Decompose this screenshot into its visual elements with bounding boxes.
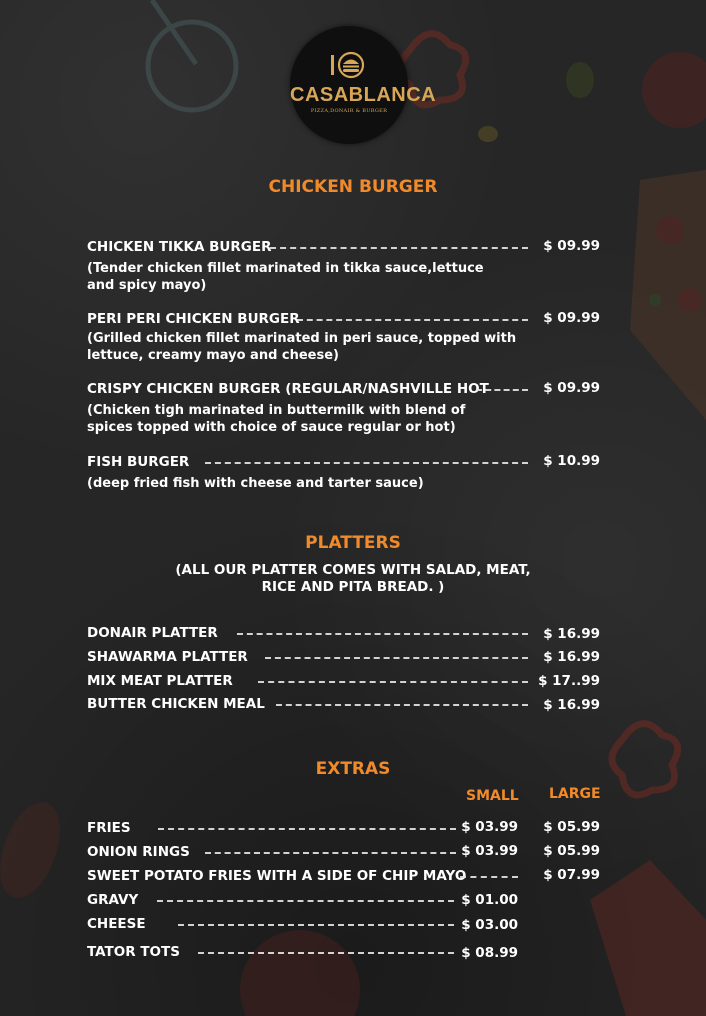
dotted-leader bbox=[205, 852, 456, 854]
platters-note-line2: RICE AND PITA BREAD. ) bbox=[261, 579, 445, 595]
menu-item-price: $ 09.99 bbox=[543, 310, 600, 326]
extra-item-name: GRAVY bbox=[87, 892, 139, 908]
extra-item-name: CHEESE bbox=[87, 916, 146, 932]
extra-item-name: TATOR TOTS bbox=[87, 944, 180, 960]
menu-item-price: $ 09.99 bbox=[543, 238, 600, 254]
extra-item-name: ONION RINGS bbox=[87, 844, 190, 860]
extra-price-small: $ 03.99 bbox=[461, 843, 518, 859]
menu-item-description: (Tender chicken fillet marinated in tikka sauce,lettuce and spicy mayo) bbox=[87, 261, 484, 293]
brand-name: CASABLANCA bbox=[290, 84, 437, 106]
extra-price-small: $ 03.00 bbox=[461, 917, 518, 933]
menu-item-price: $ 10.99 bbox=[543, 453, 600, 469]
dotted-leader bbox=[476, 389, 528, 391]
menu-item-description: (Grilled chicken fillet marinated in peri sauce, topped with lettuce, creamy mayo and cheese) bbox=[87, 331, 517, 363]
extra-price-small: $ 08.99 bbox=[461, 945, 518, 961]
menu-item-description: (Chicken tigh marinated in buttermilk with blend of spices topped with choice of sauce regular or hot) bbox=[87, 403, 466, 435]
extra-price-small: $ 01.00 bbox=[461, 892, 518, 908]
menu-item-name: PERI PERI CHICKEN BURGER bbox=[87, 311, 300, 327]
column-header-large: LARGE bbox=[549, 786, 601, 802]
dotted-leader bbox=[460, 876, 518, 878]
menu-item-name: FISH BURGER bbox=[87, 454, 190, 470]
dotted-leader bbox=[158, 828, 456, 830]
extra-price-large: $ 07.99 bbox=[543, 867, 600, 883]
menu-item-name: CRISPY CHICKEN BURGER (REGULAR/NASHVILLE HOT bbox=[87, 381, 489, 397]
dotted-leader bbox=[265, 657, 528, 659]
dotted-leader bbox=[237, 633, 528, 635]
platter-item-price: $ 16.99 bbox=[543, 626, 600, 642]
platter-item-name: SHAWARMA PLATTER bbox=[87, 649, 248, 665]
dotted-leader bbox=[198, 952, 454, 954]
section-title-platters: PLATTERS bbox=[305, 533, 401, 553]
menu-item-price: $ 09.99 bbox=[543, 380, 600, 396]
brand-tagline: PIZZA,DONAIR & BURGER bbox=[310, 108, 388, 114]
platter-item-price: $ 17..99 bbox=[538, 673, 600, 689]
brand-logo bbox=[290, 26, 437, 144]
dotted-leader bbox=[276, 704, 528, 706]
extra-price-small: $ 03.99 bbox=[461, 819, 518, 835]
platter-item-price: $ 16.99 bbox=[543, 697, 600, 713]
burger-logo-icon bbox=[331, 51, 367, 81]
section-title-chicken-burger: CHICKEN BURGER bbox=[268, 177, 438, 197]
dotted-leader bbox=[297, 319, 528, 321]
platter-item-name: DONAIR PLATTER bbox=[87, 625, 218, 641]
menu-item-description: (deep fried fish with cheese and tarter sauce) bbox=[87, 476, 424, 491]
platter-item-price: $ 16.99 bbox=[543, 649, 600, 665]
platter-item-name: MIX MEAT PLATTER bbox=[87, 673, 233, 689]
pizza-slice-icon bbox=[630, 170, 706, 420]
column-header-small: SMALL bbox=[466, 788, 519, 804]
section-title-extras: EXTRAS bbox=[315, 759, 391, 779]
ketchup-bottle-icon bbox=[590, 860, 706, 1016]
extra-price-large: $ 05.99 bbox=[543, 819, 600, 835]
platter-item-name: BUTTER CHICKEN MEAL bbox=[87, 696, 265, 712]
dotted-leader bbox=[205, 462, 528, 464]
dotted-leader bbox=[178, 924, 454, 926]
dotted-leader bbox=[258, 681, 528, 683]
extra-price-large: $ 05.99 bbox=[543, 843, 600, 859]
platters-note-line1: (ALL OUR PLATTER COMES WITH SALAD, MEAT, bbox=[175, 562, 531, 578]
dotted-leader bbox=[157, 900, 454, 902]
dotted-leader bbox=[270, 247, 528, 249]
menu-item-name: CHICKEN TIKKA BURGER bbox=[87, 239, 272, 255]
extra-item-name: SWEET POTATO FRIES WITH A SIDE OF CHIP MAYO bbox=[87, 868, 467, 884]
extra-item-name: FRIES bbox=[87, 820, 131, 836]
